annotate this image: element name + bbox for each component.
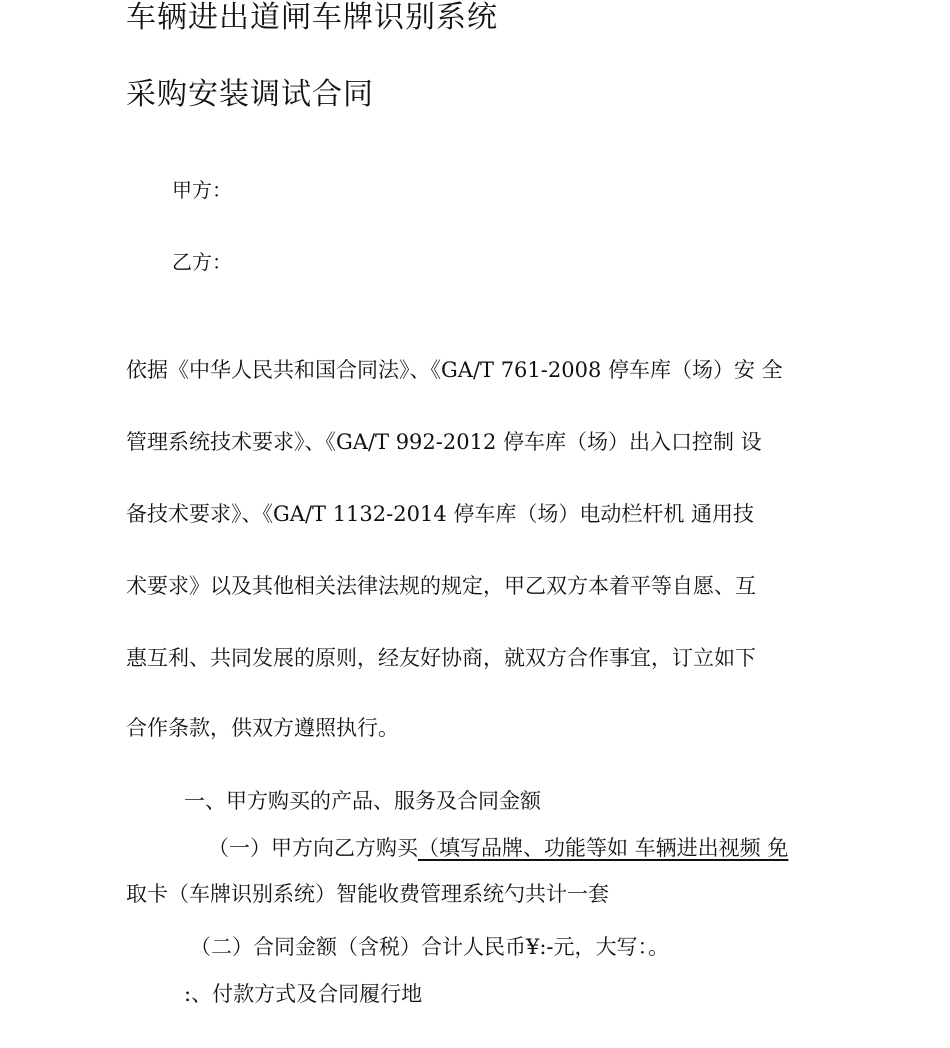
document-title-line-1: 车辆进出道闸车牌识别系统 (126, 0, 498, 35)
item-1-fill-in-blank: （填写品牌、功能等如 车辆进出视频 免 (418, 836, 789, 860)
item-1-line (208, 838, 788, 859)
body-paragraph-line: 依据《中华人民共和国合同法》、《GA/T 761-2008 停车库（场）安 全 (126, 358, 783, 382)
item-1-continuation: 取卡（车牌识别系统）智能收费管理系统勺共计一套 (126, 882, 609, 906)
party-b-label: 乙方： (172, 250, 232, 274)
body-paragraph-line: 惠互利、共同发展的原则，经友好协商，就双方合作事宜，订立如下 (126, 646, 756, 670)
body-paragraph-line: 管理系统技术要求》、《GA/T 992-2012 停车库（场）出入口控制 设 (126, 430, 762, 454)
section-2-heading: :、付款方式及合同履行地 (184, 982, 423, 1006)
body-paragraph-line: 合作条款，供双方遵照执行。 (126, 716, 399, 740)
body-paragraph-line: 备技术要求》、《GA/T 1132-2014 停车库（场）电动栏杆机 通用技 (126, 502, 755, 526)
party-a-label: 甲方： (172, 178, 232, 202)
section-1-heading: 一、甲方购买的产品、服务及合同金额 (184, 789, 541, 813)
body-paragraph-line: 术要求》以及其他相关法律法规的规定，甲乙双方本着平等自愿、互 (126, 574, 756, 598)
document-title-line-2: 采购安装调试合同 (126, 77, 374, 112)
item-1-prefix: （一）甲方向乙方购买 (208, 836, 418, 860)
item-2-line: （二）合同金额（含税）合计人民币¥:-元，大写：。 (190, 935, 670, 959)
